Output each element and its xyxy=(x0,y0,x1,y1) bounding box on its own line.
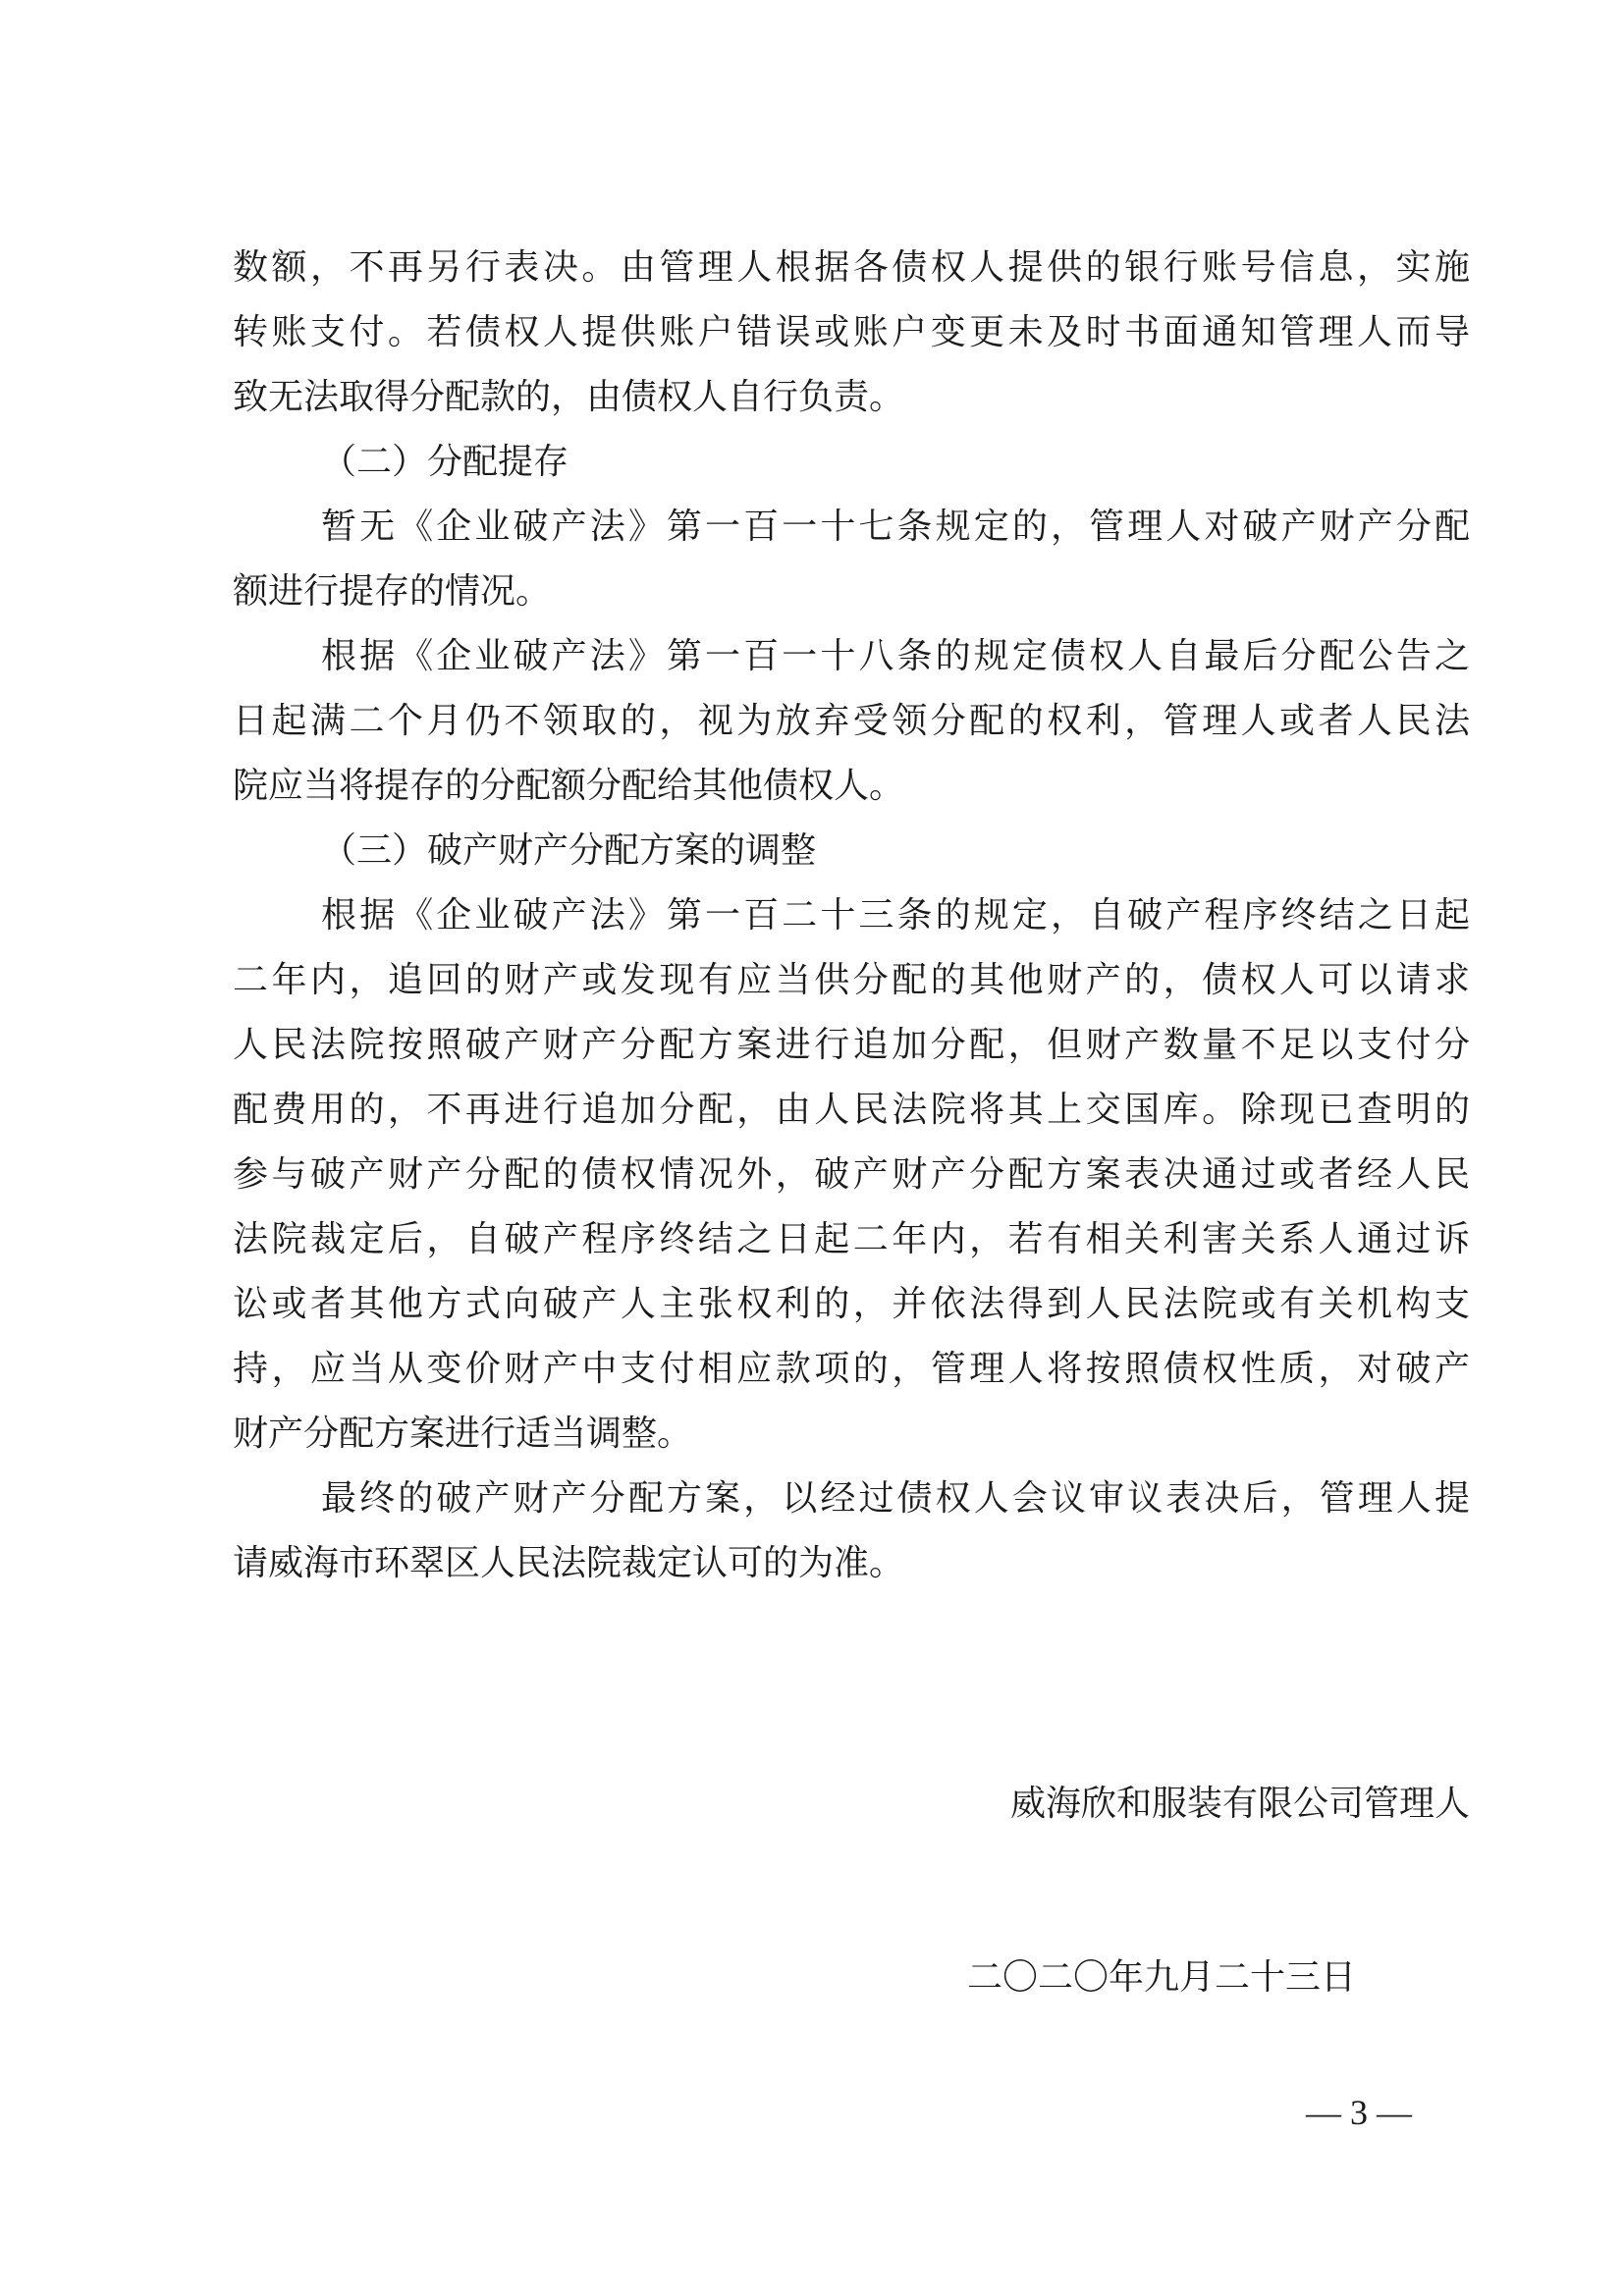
paragraph-line: 院应当将提存的分配额分配给其他债权人。 xyxy=(233,766,905,806)
paragraph-line: 讼或者其他方式向破产人主张权利的，并依法得到人民法院或有关机构支 xyxy=(233,1284,1470,1324)
body-text xyxy=(233,236,1470,1596)
paragraph-line: 参与破产财产分配的债权情况外，破产财产分配方案表决通过或者经人民 xyxy=(233,1154,1470,1195)
paragraph-line: 日起满二个月仍不领取的，视为放弃受领分配的权利，管理人或者人民法 xyxy=(233,701,1470,741)
paragraph-line: 法院裁定后，自破产程序终结之日起二年内，若有相关利害关系人通过诉 xyxy=(233,1219,1470,1259)
page-number: — 3 — xyxy=(1306,2093,1412,2132)
paragraph-line: 持，应当从变价财产中支付相应款项的，管理人将按照债权性质，对破产 xyxy=(233,1349,1470,1389)
paragraph-line: 财产分配方案进行适当调整。 xyxy=(233,1414,693,1454)
paragraph-line: 请威海市环翠区人民法院裁定认可的为准。 xyxy=(233,1543,905,1583)
paragraph-line: 数额，不再另行表决。由管理人根据各债权人提供的银行账号信息，实施 xyxy=(233,247,1470,288)
paragraph-line: 配费用的，不再进行追加分配，由人民法院将其上交国库。除现已查明的 xyxy=(233,1090,1470,1130)
paragraph-line: 二年内，追回的财产或发现有应当供分配的其他财产的，债权人可以请求 xyxy=(233,960,1470,1000)
signing-date: 二〇二〇年九月二十三日 xyxy=(967,1957,1357,1998)
paragraph-line: 人民法院按照破产财产分配方案进行追加分配，但财产数量不足以支付分 xyxy=(233,1025,1470,1065)
paragraph-line: （三）破产财产分配方案的调整 xyxy=(321,830,817,871)
signature: 威海欣和服装有限公司管理人 xyxy=(1009,1784,1470,1824)
paragraph-line: （二）分配提存 xyxy=(321,442,569,482)
paragraph-line: 最终的破产财产分配方案，以经过债权人会议审议表决后，管理人提 xyxy=(321,1478,1470,1519)
paragraph-line: 根据《企业破产法》第一百一十八条的规定债权人自最后分配公告之 xyxy=(321,636,1470,676)
paragraph-line: 根据《企业破产法》第一百二十三条的规定，自破产程序终结之日起 xyxy=(321,895,1470,935)
paragraph-line: 额进行提存的情况。 xyxy=(233,571,552,612)
paragraph-line: 致无法取得分配款的，由债权人自行负责。 xyxy=(233,377,905,417)
paragraph-line: 转账支付。若债权人提供账户错误或账户变更未及时书面通知管理人而导 xyxy=(233,312,1470,352)
paragraph-line: 暂无《企业破产法》第一百一十七条规定的，管理人对破产财产分配 xyxy=(321,507,1470,547)
